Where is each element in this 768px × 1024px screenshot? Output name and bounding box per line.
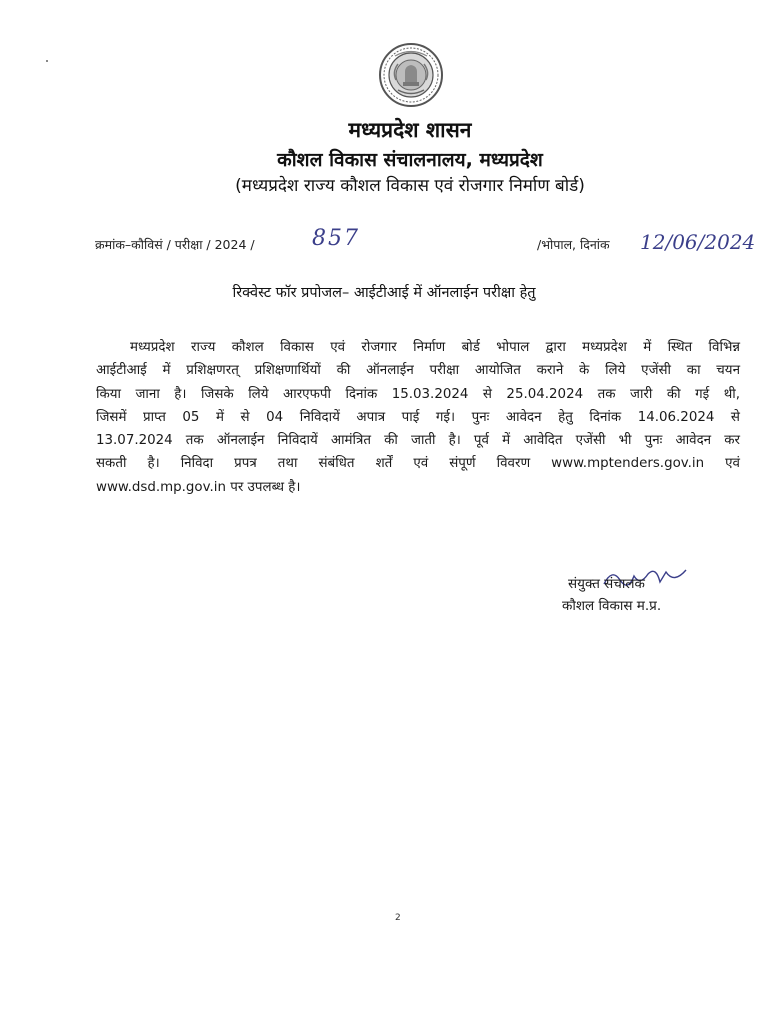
body-line: आईटीआई में प्रशिक्षणरत् प्रशिक्षणार्थियों की ऑनलाईन परीक्षा आयोजित कराने के लिये एजेंसी का चयन — [96, 363, 740, 379]
signatory-designation: संयुक्त संचालक — [568, 576, 645, 592]
body-line: किया जाना है। जिसके लिये आरएफपी दिनांक 15.03.2024 से 25.04.2024 तक जारी की गई थी, — [96, 386, 740, 402]
body-line: जिसमें प्राप्त 05 में से 04 निविदायें अपात्र पाई गई। पुनः आवेदन हेतु दिनांक 14.06.2024 से — [96, 409, 740, 425]
body-line: www.dsd.mp.gov.in पर उपलब्ध है। — [96, 479, 301, 495]
reference-place: /भोपाल, दिनांक — [537, 237, 610, 252]
body-line: मध्यप्रदेश राज्य कौशल विकास एवं रोजगार निर्माण बोर्ड भोपाल द्वारा मध्यप्रदेश में स्थित विभिन्न — [130, 340, 740, 355]
header-department: कौशल विकास संचालनालय, मध्यप्रदेश — [277, 149, 543, 171]
header-title: मध्यप्रदेश शासन — [348, 118, 472, 142]
reference-prefix: क्रमांक–कौविसं / परीक्षा / 2024 / — [95, 237, 255, 252]
signatory-department: कौशल विकास म.प्र. — [562, 598, 662, 614]
government-emblem-icon — [378, 42, 444, 108]
body-line: सकती है। निविदा प्रपत्र तथा संबंधित शर्तें एवं संपूर्ण विवरण www.mptenders.gov.in एवं — [96, 456, 740, 472]
body-line: 13.07.2024 तक ऑनलाईन निविदायें आमंत्रित की जाती है। पूर्व में आवेदित एजेंसी भी पुनः आवेदन कर — [96, 433, 740, 449]
scan-speck — [46, 60, 48, 62]
reference-date: 12/06/2024 — [640, 230, 756, 254]
page-number: 2 — [395, 913, 401, 923]
subject-line: रिक्वेस्ट फॉर प्रपोजल– आईटीआई में ऑनलाईन परीक्षा हेतु — [232, 285, 536, 301]
header-board: (मध्यप्रदेश राज्य कौशल विकास एवं रोजगार निर्माण बोर्ड) — [235, 176, 585, 196]
reference-number: 857 — [312, 226, 360, 251]
body-paragraph — [96, 336, 740, 499]
